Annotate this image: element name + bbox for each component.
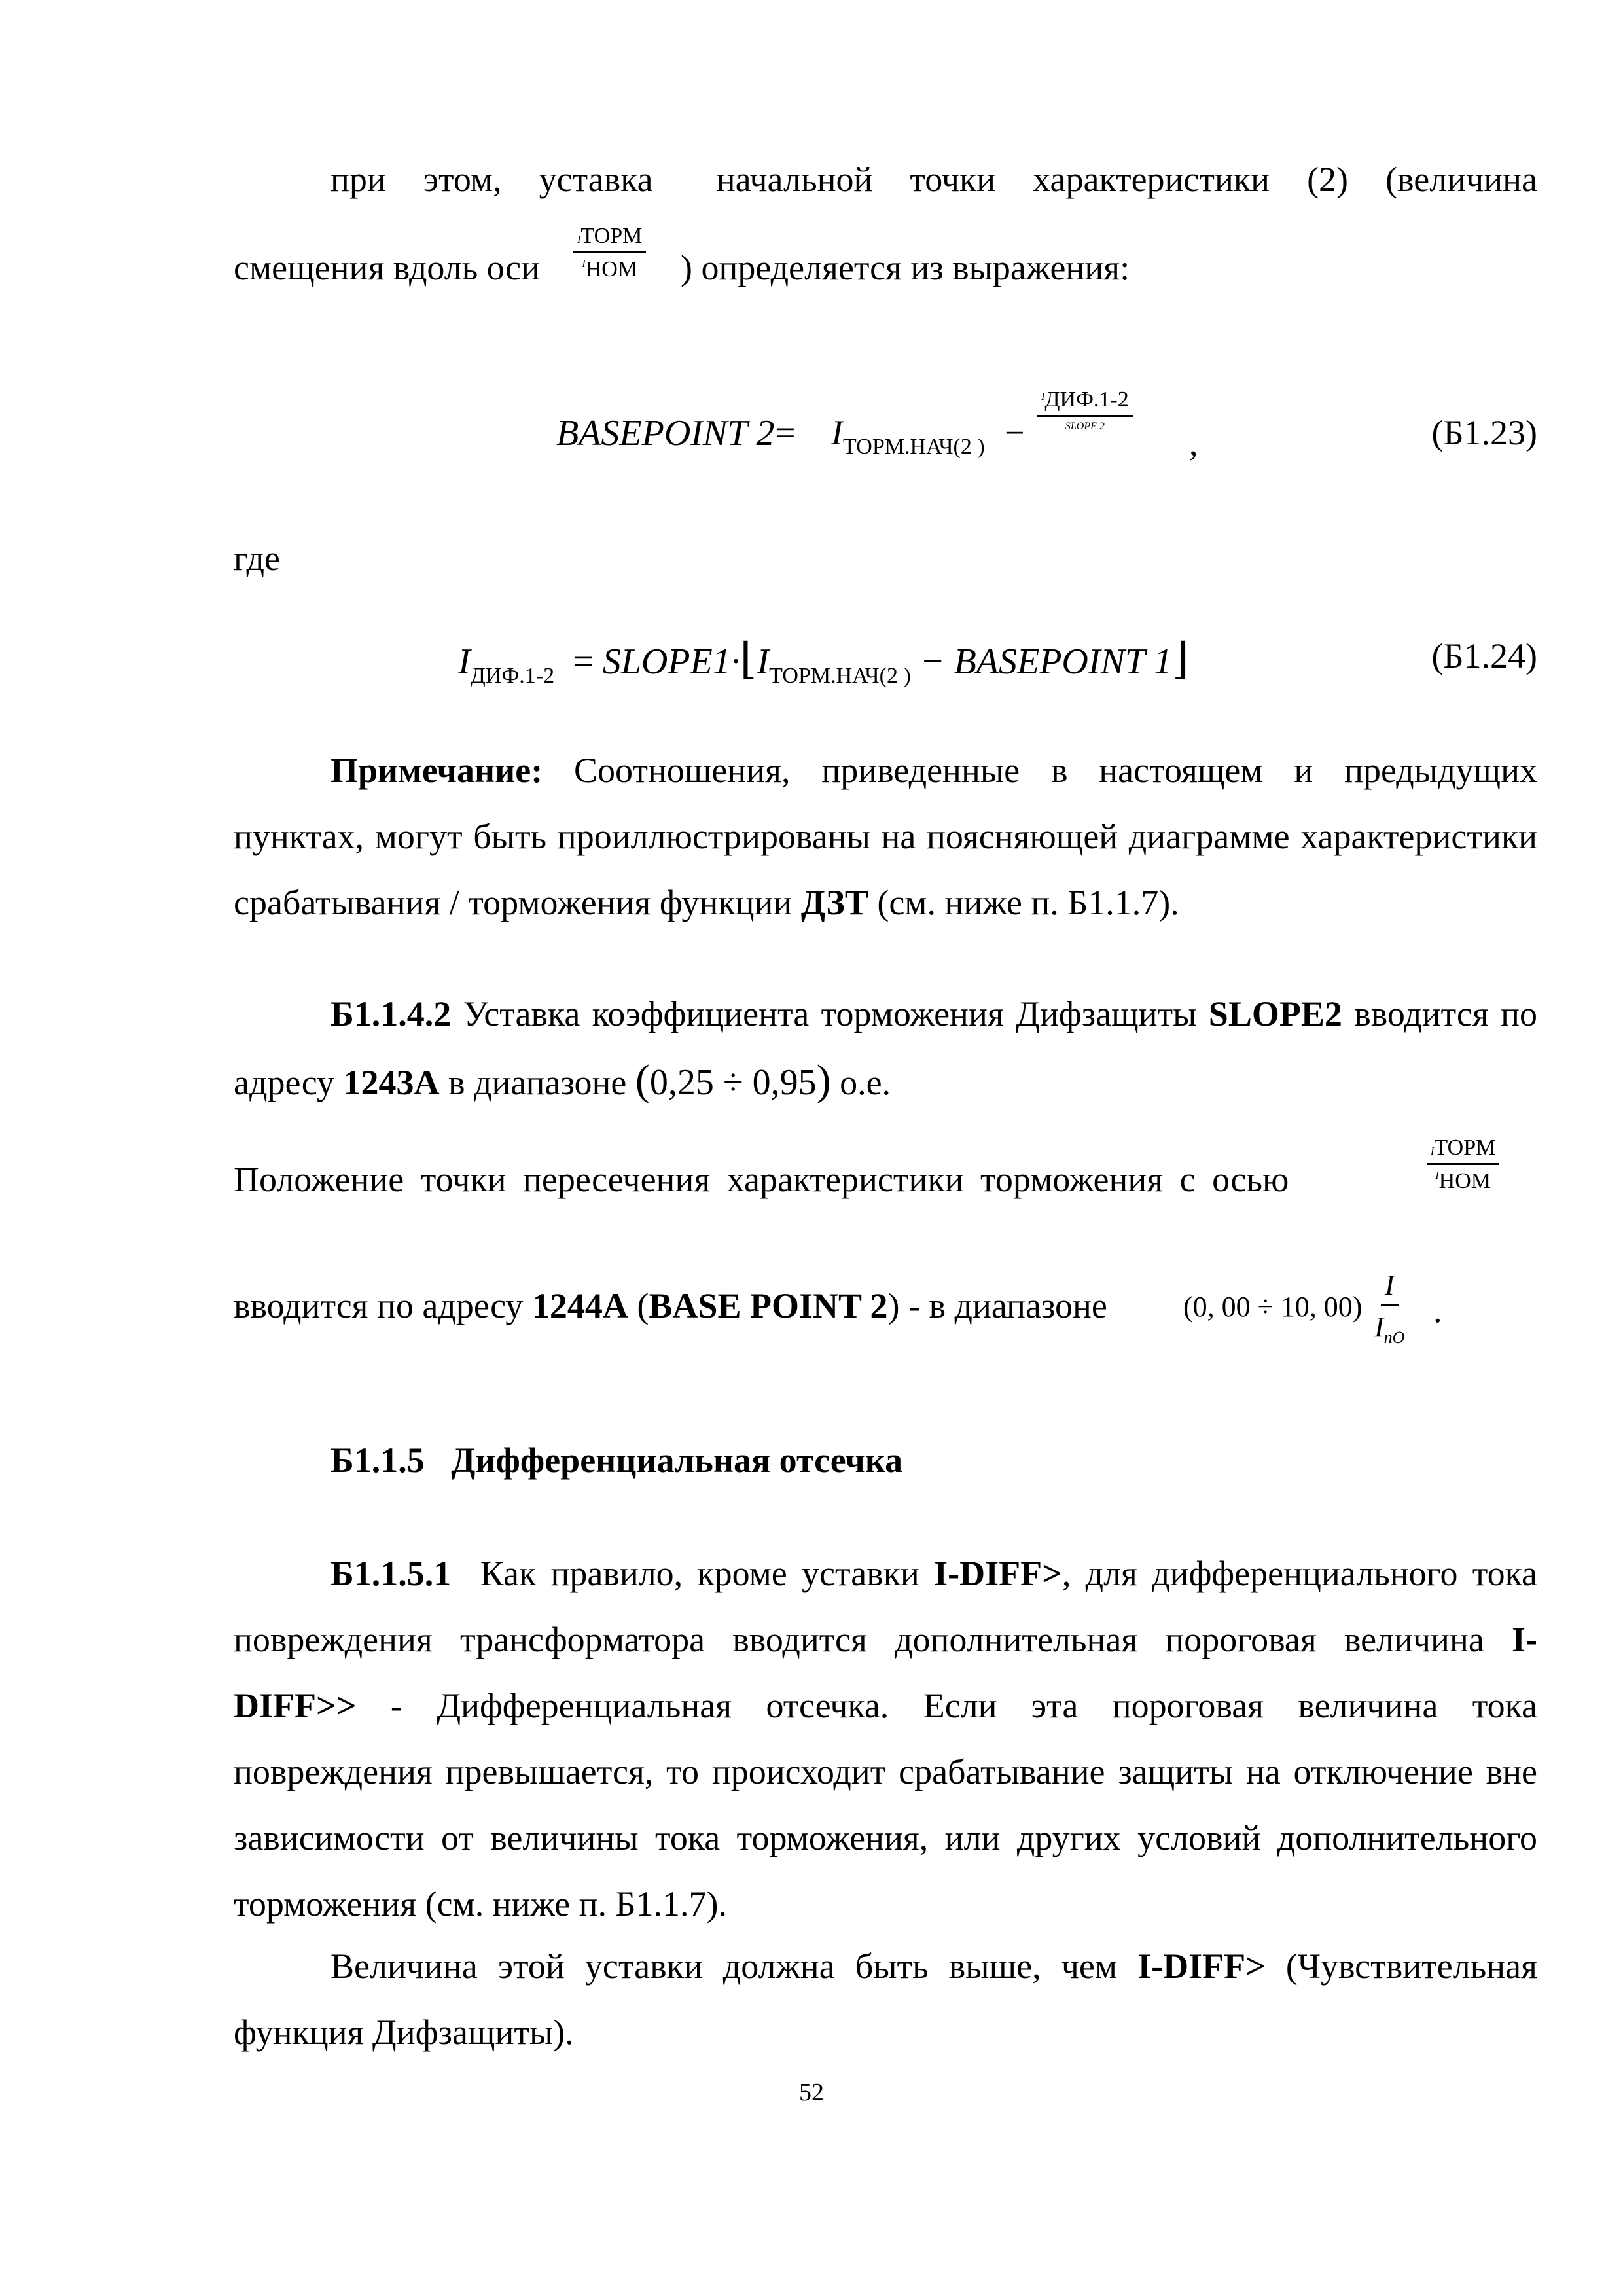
subscript: ДИФ.1-2 (470, 664, 555, 688)
text-span: Как правило, кроме уставки (451, 1554, 935, 1593)
page-number: 52 (799, 2079, 824, 2106)
last-paragraph (234, 1933, 1537, 2066)
text-span: (Чувствительная функция Дифзащиты). (234, 1946, 1537, 2052)
math-i: I (458, 641, 471, 682)
text-span: , для дифференциального тока повреждения трансформатора вводится дополнительная пороговая величина (234, 1554, 1538, 1659)
text-span: Уставка коэффициента торможения Дифзащиты (451, 994, 1209, 1033)
text-span: начальной (716, 160, 873, 199)
paren: ) (816, 1056, 831, 1104)
subscript: ТОРМ (1434, 1136, 1496, 1160)
math-i: I (1374, 1311, 1384, 1343)
fraction-itorm-inom (1427, 1136, 1499, 1194)
math-text: − BASEPOINT 1 (910, 641, 1172, 682)
text-span: вводится по адресу (234, 1286, 532, 1325)
equal-sign: = (573, 641, 594, 682)
section-1151-paragraph (234, 1541, 1537, 1937)
text-span: этом, (423, 160, 502, 199)
math-i: I (1435, 1170, 1439, 1181)
address-value: 1243A (343, 1063, 440, 1102)
equation-number: (Б1.24) (1431, 636, 1537, 675)
text-span: характеристики (1033, 160, 1270, 199)
section-1142-paragraph (234, 981, 1537, 1116)
math-i: I (831, 413, 843, 452)
text-span: (величина (1385, 160, 1537, 199)
subscript: nO (1383, 1328, 1405, 1347)
equation-b1-24 (458, 638, 1189, 687)
address-line (234, 1288, 1107, 1323)
subscript: НОМ (585, 257, 637, 281)
text-span: Величина этой уставки должна быть выше, чем (330, 1946, 1138, 1986)
section-number: Б1.1.4.2 (330, 994, 452, 1033)
position-line: Положение точки пересечения характеристики торможения с осью (234, 1160, 1289, 1199)
math-i: I (1041, 391, 1045, 403)
subscript: ТОРМ.НАЧ(2 ) (842, 435, 985, 459)
range-value: 0,25 ÷ 0,95 (649, 1062, 817, 1103)
equal-sign: = (776, 413, 796, 452)
math-i: I (757, 641, 770, 682)
text-span: Соотношения, приведенные в настоящем и предыдущих пунктах, могут быть проиллюстрированы на поясняющей диаграмме характеристики срабатывания / торможения функции (234, 751, 1537, 922)
paragraph-line (330, 162, 1537, 197)
text-span: - Дифференциальная отсечка. Если эта пороговая величина тока повреждения превышается, то происходит срабатывание защиты на отключение вне зависимости от величины тока торможения, или других условий дополнительного торможения (см. ниже п. Б1.1.7). (234, 1686, 1537, 1924)
comma: , (1189, 423, 1198, 463)
param-name: SLOPE2 (1208, 994, 1342, 1033)
math-i: I (577, 234, 581, 245)
param-name: I-DIFF> (1137, 1946, 1266, 1986)
fraction-idif-slope2 (1037, 387, 1133, 433)
where-label: где (234, 539, 280, 578)
text-span: (2) (1307, 160, 1349, 199)
subscript: ТОРМ.НАЧ(2 ) (769, 664, 911, 688)
text-span: (см. ниже п. Б1.1.7). (868, 883, 1179, 922)
subscript: ТОРМ (580, 224, 643, 248)
note-label: Примечание: (330, 751, 543, 790)
param-name: BASE POINT 2 (649, 1286, 888, 1325)
text-span: ) - в диапазоне (887, 1286, 1107, 1325)
param-name: I-DIFF>> (234, 1620, 1537, 1725)
section-number: Б1.1.5.1 (330, 1554, 452, 1593)
bold-term: ДЗТ (800, 883, 868, 922)
unit: о.е. (830, 1063, 891, 1102)
address-value: 1244A (531, 1286, 628, 1325)
fraction-i-ino (1374, 1268, 1404, 1348)
math-i: I (1381, 1268, 1399, 1306)
text-span: ( (628, 1286, 649, 1325)
fraction-itorm-inom (573, 224, 646, 282)
equation-term (831, 415, 985, 458)
paragraph-line: ) определяется из выражения: (681, 248, 1130, 287)
text-span: в диапазоне (439, 1063, 635, 1102)
minus-sign: − (1005, 413, 1025, 452)
math-i: I (1431, 1146, 1435, 1157)
floor-bracket-open: ⌊ (740, 636, 757, 683)
text-span: при (330, 160, 386, 199)
floor-bracket-close: ⌋ (1172, 636, 1189, 683)
equation-number: (Б1.23) (1431, 413, 1537, 452)
period: . (1433, 1291, 1442, 1330)
subscript: ДИФ.1-2 (1044, 387, 1129, 412)
param-name: I-DIFF> (934, 1554, 1062, 1593)
math-i: I (582, 259, 586, 270)
math-text: SLOPE1· (602, 641, 740, 682)
range-value: (0, 00 ÷ 10, 00) (1183, 1291, 1363, 1323)
paragraph-line: смещения вдоль оси (234, 248, 540, 287)
note-paragraph (234, 738, 1537, 936)
paren: ( (635, 1056, 650, 1104)
subscript: НОМ (1438, 1169, 1491, 1193)
math-text: SLOPE 2 (1065, 421, 1105, 432)
text-span: уставка (539, 160, 653, 199)
text-span: вводится по адресу (234, 994, 1537, 1102)
section-heading: Б1.1.5 Дифференциальная отсечка (330, 1441, 903, 1480)
equation-b1-23-lhs (556, 415, 774, 452)
math-text: BASEPOINT 2 (556, 413, 775, 454)
text-span: точки (910, 160, 996, 199)
